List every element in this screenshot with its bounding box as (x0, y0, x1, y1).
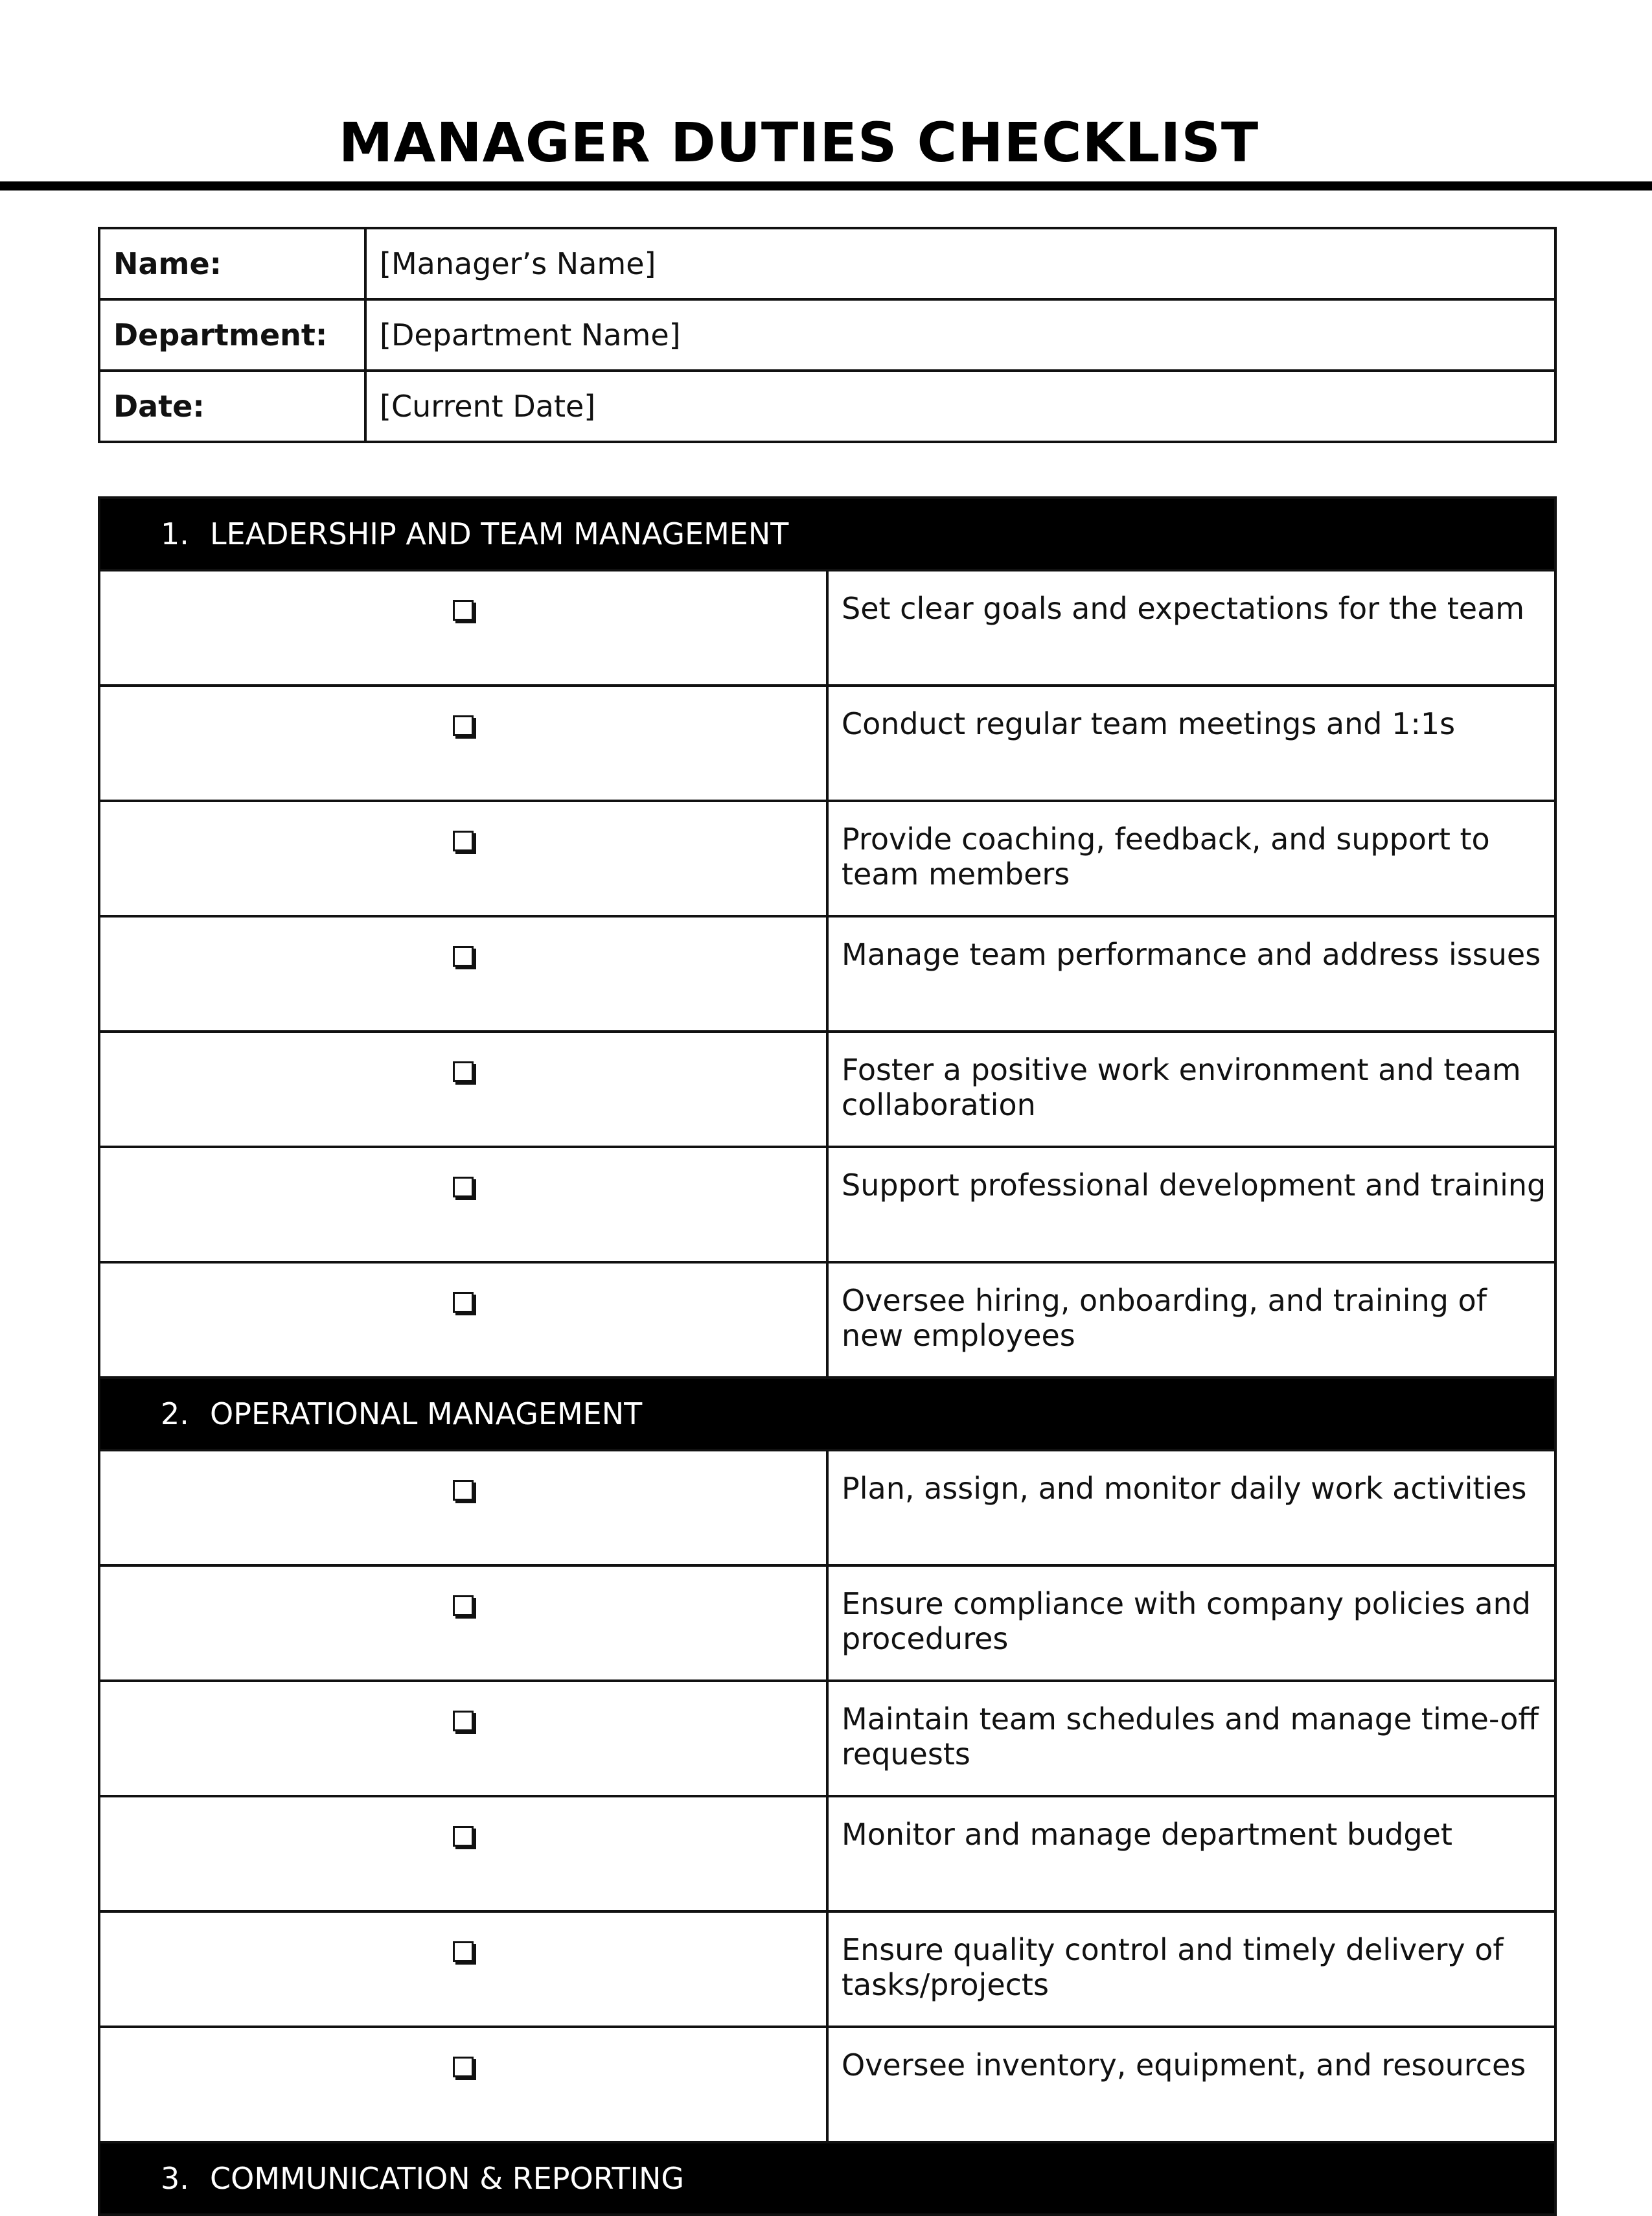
checkbox-cell[interactable] (99, 1681, 827, 1796)
checkbox-icon[interactable] (453, 946, 474, 967)
checkbox-cell[interactable] (99, 1796, 827, 1911)
checkbox-icon[interactable] (453, 1711, 474, 1731)
manager-info-table (98, 227, 1557, 443)
checkbox-icon[interactable] (453, 1480, 474, 1501)
checkbox-icon[interactable] (453, 1061, 474, 1082)
section-header-cell (99, 2142, 1555, 2215)
checklist-item-text: Ensure quality control and timely delivery of tasks/projects (827, 1911, 1555, 2027)
info-row-date (99, 371, 1555, 442)
checklist-item-text: Maintain team schedules and manage time-off requests (827, 1681, 1555, 1796)
date-field[interactable]: [Current Date] (365, 371, 1555, 442)
checkbox-cell[interactable] (99, 686, 827, 801)
info-row-name (99, 228, 1555, 299)
section-heading: LEADERSHIP AND TEAM MANAGEMENT (210, 516, 789, 551)
checkbox-cell[interactable] (99, 1032, 827, 1147)
checkbox-icon[interactable] (453, 1941, 474, 1962)
checkbox-icon[interactable] (453, 831, 474, 851)
checkbox-icon[interactable] (453, 1826, 474, 1847)
checklist-item (99, 801, 1555, 916)
checkbox-cell[interactable] (99, 916, 827, 1032)
checkbox-cell[interactable] (99, 801, 827, 916)
section-number: 1. (161, 516, 189, 551)
checkbox-icon[interactable] (453, 600, 474, 621)
checklist-item-text: Conduct regular team meetings and 1:1s (827, 686, 1555, 801)
section-header-operational (99, 1378, 1555, 1450)
section-number: 2. (161, 1396, 189, 1431)
name-label: Name: (99, 228, 365, 299)
checkbox-icon[interactable] (453, 2057, 474, 2077)
department-label: Department: (99, 299, 365, 371)
checklist-item-text: Monitor and manage department budget (827, 1796, 1555, 1911)
checkbox-icon[interactable] (453, 1177, 474, 1197)
checklist-item-text: Plan, assign, and monitor daily work activities (827, 1450, 1555, 1565)
checklist-item (99, 1147, 1555, 1262)
section-header-leadership (99, 498, 1555, 570)
page-title: MANAGER DUTIES CHECKLIST (338, 111, 1259, 174)
checkbox-icon[interactable] (453, 1292, 474, 1313)
checklist-item (99, 1262, 1555, 1378)
checkbox-cell[interactable] (99, 570, 827, 686)
checklist-item (99, 1796, 1555, 1911)
name-field[interactable]: [Manager’s Name] (365, 228, 1555, 299)
checklist-item-text: Oversee hiring, onboarding, and training of new employees (827, 1262, 1555, 1378)
section-heading: OPERATIONAL MANAGEMENT (210, 1396, 643, 1431)
department-field[interactable]: [Department Name] (365, 299, 1555, 371)
checklist-item-text: Set clear goals and expectations for the team (827, 570, 1555, 686)
checklist-item (99, 1032, 1555, 1147)
checklist-item-text: Oversee inventory, equipment, and resources (827, 2027, 1555, 2142)
section-number: 3. (161, 2161, 189, 2196)
checklist-item-text: Ensure compliance with company policies and procedures (827, 1565, 1555, 1681)
checkbox-icon[interactable] (453, 1595, 474, 1616)
section-header-cell (99, 1378, 1555, 1450)
checklist-item-text: Provide coaching, feedback, and support to team members (827, 801, 1555, 916)
section-heading: COMMUNICATION & REPORTING (210, 2161, 685, 2196)
checklist-item (99, 1911, 1555, 2027)
checklist-item (99, 686, 1555, 801)
section-header-cell (99, 498, 1555, 570)
checkbox-cell[interactable] (99, 2027, 827, 2142)
checklist-item (99, 1681, 1555, 1796)
title-divider (0, 181, 1652, 190)
checklist-item (99, 1565, 1555, 1681)
checkbox-icon[interactable] (453, 715, 474, 736)
checklist-item (99, 570, 1555, 686)
section-header-communication (99, 2142, 1555, 2215)
checkbox-cell[interactable] (99, 1147, 827, 1262)
checkbox-cell[interactable] (99, 1911, 827, 2027)
checklist-item-text: Manage team performance and address issues (827, 916, 1555, 1032)
date-label: Date: (99, 371, 365, 442)
checkbox-cell[interactable] (99, 1262, 827, 1378)
checklist-item (99, 2027, 1555, 2142)
checkbox-cell[interactable] (99, 1565, 827, 1681)
duties-checklist (98, 496, 1557, 2216)
checklist-item-text: Support professional development and training (827, 1147, 1555, 1262)
checkbox-cell[interactable] (99, 1450, 827, 1565)
checklist-item (99, 1450, 1555, 1565)
checklist-item (99, 916, 1555, 1032)
info-row-department (99, 299, 1555, 371)
checklist-item-text: Foster a positive work environment and team collaboration (827, 1032, 1555, 1147)
